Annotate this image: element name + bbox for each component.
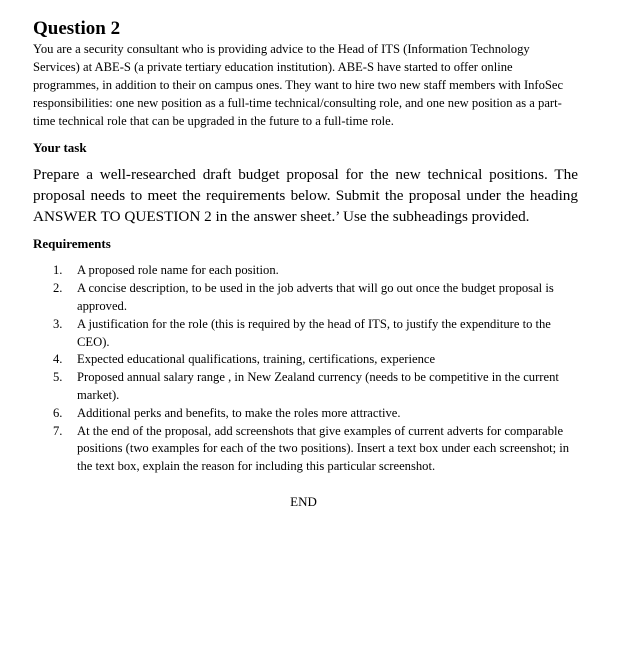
requirement-item	[33, 316, 578, 352]
requirement-number: 2.	[53, 281, 63, 296]
document-page	[33, 18, 578, 511]
end-marker: END	[290, 493, 317, 509]
requirements-heading: Requirements	[33, 236, 111, 252]
requirement-item	[33, 369, 578, 405]
requirement-number: 5.	[53, 370, 63, 385]
requirement-item	[33, 351, 578, 369]
task-heading: Your task	[33, 140, 87, 155]
requirement-text: Proposed annual salary range , in New Zealand currency (needs to be competitive in the current market).	[77, 370, 559, 402]
question-title: Question 2	[33, 18, 121, 39]
requirement-item	[33, 405, 578, 423]
requirement-item	[33, 280, 578, 316]
requirement-item	[33, 262, 578, 280]
requirement-text: At the end of the proposal, add screenshots that give examples of current adverts for comparable positions (two examples for each of the two positions). Insert a text box under each screenshot; in the text box, explain the reason for including this particular screenshot.	[77, 423, 570, 474]
requirement-text: Expected educational qualifications, training, certifications, experience	[77, 352, 436, 367]
requirements-list	[33, 262, 578, 476]
requirement-text: A concise description, to be used in the job adverts that will go out once the budget proposal is approved.	[77, 281, 554, 313]
requirement-number: 1.	[53, 263, 63, 278]
intro-paragraph: You are a security consultant who is providing advice to the Head of ITS (Information Technology Services) at ABE-S (a private tertiary education institution). ABE-S have started to offer online programmes, in addition to their on campus ones. They want to hire two new staff members with InfoSec responsibilities: one new position as a full-time technical/consulting role, and one new position as a part-time technical role that can be upgraded in the future to a full-time role.	[33, 42, 564, 128]
requirement-number: 3.	[53, 316, 63, 331]
requirement-text: Additional perks and benefits, to make the roles more attractive.	[77, 405, 401, 420]
requirement-text: A proposed role name for each position.	[77, 263, 279, 278]
requirement-item	[33, 423, 578, 476]
requirement-number: 4.	[53, 352, 63, 367]
requirement-text: A justification for the role (this is required by the head of ITS, to justify the expenditure to the CEO).	[77, 316, 551, 349]
task-paragraph: Prepare a well-researched draft budget proposal for the new technical positions. The proposal needs to meet the requirements below. Submit the proposal under the heading ANSWER TO QUESTION 2 in the answer sheet.’ Use the subheadings provided.	[33, 166, 578, 225]
requirement-number: 6.	[53, 405, 63, 420]
requirement-number: 7.	[53, 423, 63, 438]
